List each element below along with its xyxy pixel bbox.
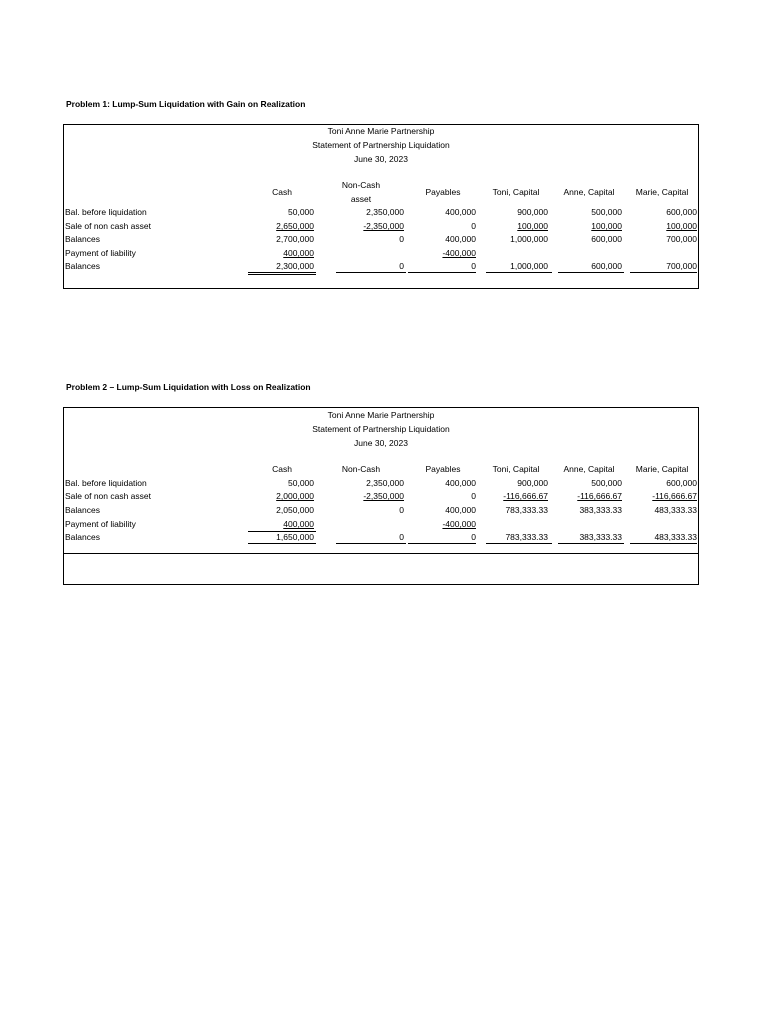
problem1-cell: 900,000: [517, 207, 548, 217]
problem2-row-label: Balances: [65, 532, 100, 542]
problem1-cell: 2,350,000: [366, 207, 404, 217]
problem2-cell: 500,000: [591, 478, 622, 488]
problem1-cell: 700,000: [666, 234, 697, 244]
problem1-cell: 2,300,000: [276, 261, 314, 271]
problem2-col-marie: Marie, Capital: [635, 464, 689, 474]
problem1-cell: 600,000: [666, 207, 697, 217]
problem1-row-label: Sale of non cash asset: [65, 221, 152, 231]
problem1-cell: 0: [471, 261, 476, 271]
problem2-cell: 2,050,000: [276, 505, 314, 515]
problem1-statement-title: Statement of Partnership Liquidation: [312, 140, 450, 150]
problem2-cell: 0: [471, 491, 476, 501]
problem2-row-label: Bal. before liquidation: [65, 478, 147, 488]
problem2-cell: 600,000: [666, 478, 697, 488]
problem2-cell: 1,650,000: [276, 532, 314, 542]
problem2-cell: 0: [399, 505, 404, 515]
problem1-total-rule: [248, 272, 316, 273]
problem2-cell: 0: [399, 532, 404, 542]
problem1-cell: 400,000: [445, 234, 476, 244]
problem1-title: Problem 1: Lump-Sum Liquidation with Gain on Realization: [66, 99, 306, 109]
problem1-col-toni: Toni, Capital: [492, 187, 540, 197]
problem1-cell: -400,000: [442, 248, 476, 258]
problem2-row-label: Sale of non cash asset: [65, 491, 152, 501]
problem1-cell: 0: [471, 221, 476, 231]
problem1-cell: 0: [399, 234, 404, 244]
problem2-total-rule: [486, 543, 552, 544]
problem2-cell: 400,000: [283, 519, 314, 529]
problem1-cell: 1,000,000: [510, 234, 548, 244]
problem1-cell: 1,000,000: [510, 261, 548, 271]
problem1-cell: 2,700,000: [276, 234, 314, 244]
problem2-partnership-name: Toni Anne Marie Partnership: [327, 410, 435, 420]
problem2-cell: 783,333.33: [505, 532, 548, 542]
problem2-cell: 400,000: [445, 478, 476, 488]
problem2-statement: [63, 407, 699, 585]
problem1-cell: 700,000: [666, 261, 697, 271]
problem1-col-noncash: Non-Cash: [341, 180, 381, 190]
problem2-cell: -400,000: [442, 519, 476, 529]
problem1-row-label: Balances: [65, 261, 100, 271]
problem2-cell: 783,333.33: [505, 505, 548, 515]
problem1-col-marie: Marie, Capital: [635, 187, 689, 197]
problem1-statement-date: June 30, 2023: [354, 154, 408, 164]
problem2-cell: 383,333.33: [579, 505, 622, 515]
problem1-total-rule: [408, 272, 476, 273]
problem1-total-rule: [486, 272, 552, 273]
problem2-row-label: Balances: [65, 505, 100, 515]
problem2-title: Problem 2 – Lump-Sum Liquidation with Loss on Realization: [66, 382, 311, 392]
problem2-row-label: Payment of liability: [65, 519, 136, 529]
problem2-total-rule: [336, 543, 406, 544]
problem2-cell: 50,000: [288, 478, 314, 488]
problem1-row-label: Payment of liability: [65, 248, 136, 258]
problem2-statement-date: June 30, 2023: [354, 438, 408, 448]
problem1-total-rule: [558, 272, 624, 273]
problem2-col-anne: Anne, Capital: [563, 464, 615, 474]
problem2-total-rule: [630, 543, 697, 544]
problem2-cell: 0: [471, 532, 476, 542]
problem1-cell: 400,000: [445, 207, 476, 217]
problem1-cell: 100,000: [666, 221, 697, 231]
problem1-cell: 2,650,000: [276, 221, 314, 231]
problem1-total-rule: [248, 274, 316, 275]
problem2-cell: 2,350,000: [366, 478, 404, 488]
problem2-cell: 2,000,000: [276, 491, 314, 501]
problem2-total-rule: [248, 543, 316, 544]
problem1-row-label: Balances: [65, 234, 100, 244]
problem1-cell: -2,350,000: [363, 221, 404, 231]
problem1-total-rule: [630, 272, 697, 273]
problem2-total-rule: [408, 543, 476, 544]
problem1-cell: 100,000: [591, 221, 622, 231]
problem2-col-noncash: Non-Cash: [341, 464, 381, 474]
problem2-cell: 900,000: [517, 478, 548, 488]
problem1-cell: 600,000: [591, 234, 622, 244]
problem1-cell: 50,000: [288, 207, 314, 217]
problem1-cell: 100,000: [517, 221, 548, 231]
problem1-cell: 400,000: [283, 248, 314, 258]
problem1-col-payables: Payables: [425, 187, 461, 197]
problem2-statement-title: Statement of Partnership Liquidation: [312, 424, 450, 434]
problem1-partnership-name: Toni Anne Marie Partnership: [327, 126, 435, 136]
problem1-row-label: Bal. before liquidation: [65, 207, 147, 217]
problem2-cell: 483,333.33: [654, 505, 697, 515]
problem2-bottom-separator: [64, 553, 698, 554]
problem2-total-rule: [248, 531, 316, 532]
problem2-cell: 383,333.33: [579, 532, 622, 542]
problem1-col-noncash-asset: asset: [350, 194, 372, 204]
problem2-col-payables: Payables: [425, 464, 461, 474]
problem2-cell: 483,333.33: [654, 532, 697, 542]
problem1-total-rule: [336, 272, 406, 273]
problem2-col-toni: Toni, Capital: [492, 464, 540, 474]
problem1-cell: 500,000: [591, 207, 622, 217]
problem2-total-rule: [558, 543, 624, 544]
problem2-cell: -116,666.67: [577, 491, 622, 501]
problem2-cell: 400,000: [445, 505, 476, 515]
problem1-col-cash: Cash: [272, 187, 292, 197]
problem2-col-cash: Cash: [272, 464, 292, 474]
problem2-cell: -2,350,000: [363, 491, 404, 501]
problem2-cell: -116,666.67: [503, 491, 548, 501]
problem1-col-anne: Anne, Capital: [563, 187, 615, 197]
problem1-cell: 0: [399, 261, 404, 271]
problem2-cell: -116,666.67: [652, 491, 697, 501]
problem1-cell: 600,000: [591, 261, 622, 271]
problem1-statement: [63, 124, 699, 289]
